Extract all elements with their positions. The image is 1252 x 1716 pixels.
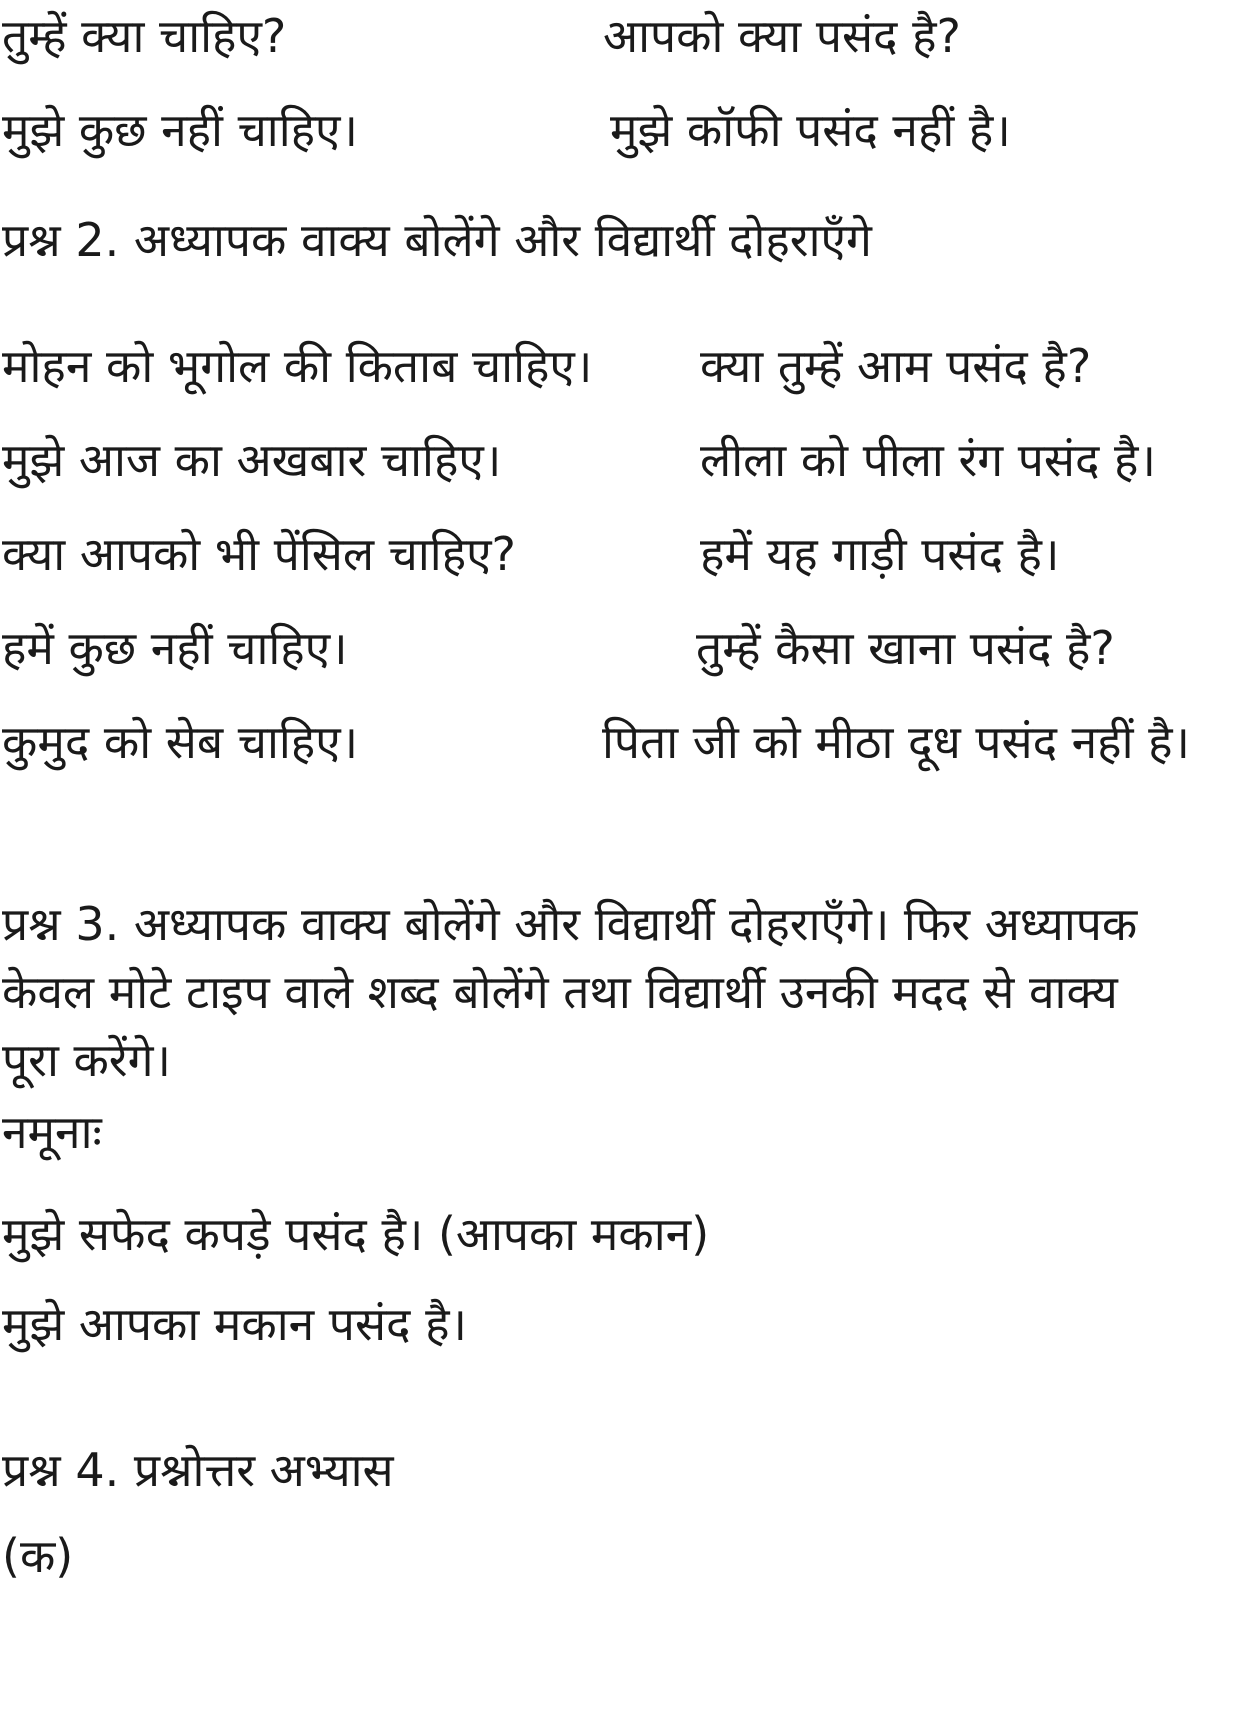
question3-line-3: पूरा करेंगे। [2, 1033, 171, 1087]
q2-left-1: मोहन को भूगोल की किताब चाहिए। [2, 339, 593, 393]
question3-sample-answer: मुझे आपका मकान पसंद है। [2, 1297, 467, 1351]
q2-left-2: मुझे आज का अखबार चाहिए। [2, 433, 502, 487]
q2-left-5: कुमुद को सेब चाहिए। [2, 715, 359, 769]
intro-right-1: आपको क्या पसंद है? [603, 9, 961, 63]
q2-right-3: हमें यह गाड़ी पसंद है। [700, 527, 1060, 581]
question2-heading: प्रश्न 2. अध्यापक वाक्य बोलेंगे और विद्यार्थी दोहराएँगे [2, 213, 872, 267]
question3-sample-label: नमूनाः [2, 1105, 102, 1159]
question3-line-1: प्रश्न 3. अध्यापक वाक्य बोलेंगे और विद्यार्थी दोहराएँगे। फिर अध्यापक [2, 897, 1138, 951]
question4-heading: प्रश्न 4. प्रश्नोत्तर अभ्यास [2, 1443, 394, 1497]
q2-right-2: लीला को पीला रंग पसंद है। [700, 433, 1156, 487]
question3-line-2: केवल मोटे टाइप वाले शब्द बोलेंगे तथा विद्यार्थी उनकी मदद से वाक्य [2, 965, 1118, 1019]
q2-left-3: क्या आपको भी पेंसिल चाहिए? [2, 527, 516, 581]
q2-right-4: तुम्हें कैसा खाना पसंद है? [696, 621, 1115, 675]
q2-right-1: क्या तुम्हें आम पसंद है? [700, 339, 1092, 393]
intro-left-1: तुम्हें क्या चाहिए? [2, 9, 287, 63]
intro-right-2: मुझे कॉफी पसंद नहीं है। [610, 103, 1011, 157]
question3-sample-given: मुझे सफेद कपड़े पसंद है। (आपका मकान) [2, 1207, 710, 1261]
question4-part-label: (क) [2, 1529, 74, 1583]
q2-right-5: पिता जी को मीठा दूध पसंद नहीं है। [602, 715, 1190, 769]
q2-left-4: हमें कुछ नहीं चाहिए। [2, 621, 348, 675]
intro-left-2: मुझे कुछ नहीं चाहिए। [2, 103, 358, 157]
